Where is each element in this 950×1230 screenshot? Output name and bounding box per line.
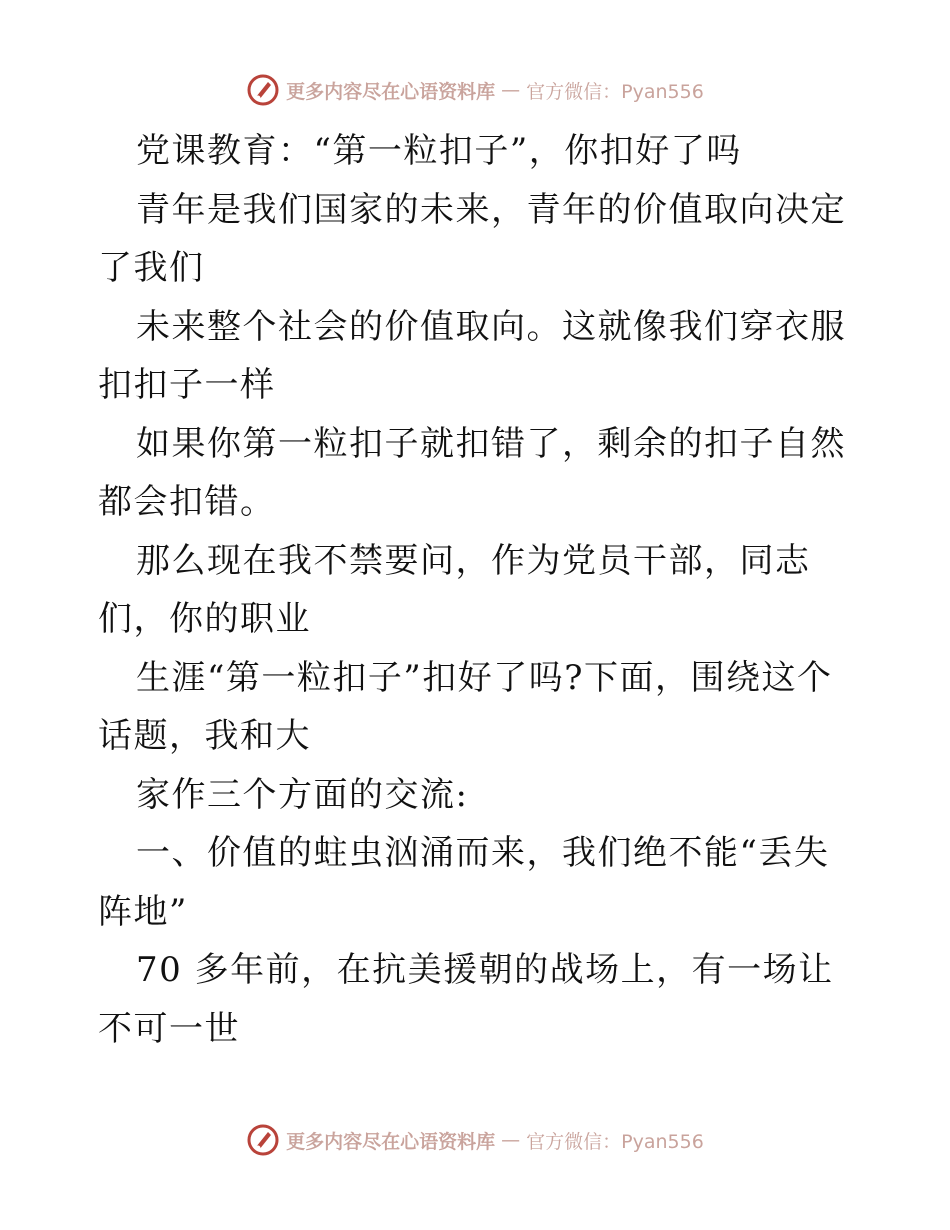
- document-body: [98, 122, 858, 1058]
- header-watermark: [0, 70, 950, 110]
- watermark-brand: 更多内容尽在心语资料库: [286, 1130, 496, 1153]
- watermark-account: 官方微信：Pyan556: [526, 80, 704, 103]
- paragraph: 那么现在我不禁要问，作为党员干部，同志们，你的职业: [98, 540, 811, 639]
- paragraph: 青年是我们国家的未来，青年的价值取向决定了我们: [98, 189, 846, 288]
- watermark-separator: —: [501, 79, 521, 101]
- paragraph: 生涯“第一粒扣子”扣好了吗?下面，围绕这个话题，我和大: [98, 657, 833, 756]
- footer-watermark: [0, 1120, 950, 1160]
- paragraph-title: 党课教育：“第一粒扣子”，你扣好了吗: [136, 131, 742, 171]
- watermark-separator: —: [501, 1129, 521, 1151]
- watermark-account: 官方微信：Pyan556: [526, 1130, 704, 1153]
- pen-seal-logo-icon: [246, 73, 280, 107]
- paragraph: 70 多年前，在抗美援朝的战场上，有一场让不可一世: [98, 950, 834, 1049]
- pen-seal-logo-icon: [246, 1123, 280, 1157]
- paragraph: 如果你第一粒扣子就扣错了，剩余的扣子自然都会扣错。: [98, 423, 846, 522]
- section-heading: 一、价值的蛀虫汹涌而来，我们绝不能“丢失阵地”: [98, 833, 830, 932]
- paragraph: 家作三个方面的交流:: [136, 774, 469, 815]
- paragraph: 未来整个社会的价值取向。这就像我们穿衣服扣扣子一样: [98, 306, 846, 405]
- watermark-brand: 更多内容尽在心语资料库: [286, 80, 496, 103]
